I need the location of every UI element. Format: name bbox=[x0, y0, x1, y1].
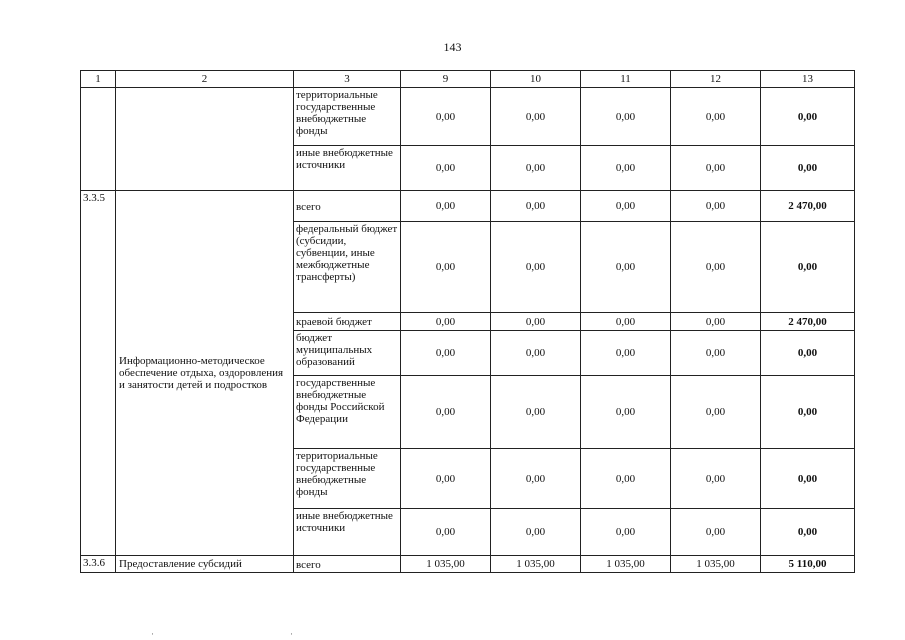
value-col-12: 0,00 bbox=[671, 509, 761, 556]
value-col-13: 0,00 bbox=[761, 146, 855, 191]
value-col-9: 0,00 bbox=[401, 376, 491, 449]
value-col-10: 0,00 bbox=[491, 146, 581, 191]
funding-source: иные внебюджетные источники bbox=[294, 146, 401, 191]
value-col-12: 0,00 bbox=[671, 313, 761, 331]
value-col-11: 0,00 bbox=[581, 222, 671, 313]
value-col-9: 0,00 bbox=[401, 509, 491, 556]
row-name bbox=[116, 88, 294, 191]
value-col-9: 0,00 bbox=[401, 191, 491, 222]
value-col-10: 0,00 bbox=[491, 376, 581, 449]
funding-source: всего bbox=[294, 191, 401, 222]
funding-source: всего bbox=[294, 556, 401, 573]
value-col-13: 0,00 bbox=[761, 331, 855, 376]
value-col-10: 0,00 bbox=[491, 222, 581, 313]
value-col-12: 0,00 bbox=[671, 88, 761, 146]
value-col-9: 0,00 bbox=[401, 449, 491, 509]
funding-source: краевой бюджет bbox=[294, 313, 401, 331]
value-col-13: 0,00 bbox=[761, 376, 855, 449]
value-col-10: 0,00 bbox=[491, 191, 581, 222]
value-col-9: 0,00 bbox=[401, 331, 491, 376]
row-name: Информационно-методическое обеспечение отдыха, оздоровления и занятости детей и подростков bbox=[116, 191, 294, 556]
value-col-12: 0,00 bbox=[671, 331, 761, 376]
value-col-10: 0,00 bbox=[491, 509, 581, 556]
funding-source: государственные внебюджетные фонды Российской Федерации bbox=[294, 376, 401, 449]
value-col-9: 0,00 bbox=[401, 222, 491, 313]
col-header: 11 bbox=[581, 71, 671, 88]
funding-source: территориальные государственные внебюджетные фонды bbox=[294, 88, 401, 146]
value-col-11: 0,00 bbox=[581, 88, 671, 146]
col-header: 10 bbox=[491, 71, 581, 88]
value-col-13: 2 470,00 bbox=[761, 313, 855, 331]
value-col-12: 0,00 bbox=[671, 146, 761, 191]
value-col-13: 0,00 bbox=[761, 449, 855, 509]
row-code: 3.3.5 bbox=[81, 191, 116, 556]
value-col-10: 0,00 bbox=[491, 88, 581, 146]
funding-source: бюджет муниципальных образований bbox=[294, 331, 401, 376]
value-col-11: 0,00 bbox=[581, 146, 671, 191]
scan-speck: · bbox=[290, 629, 293, 639]
col-header: 2 bbox=[116, 71, 294, 88]
funding-source: федеральный бюджет (субсидии, субвенции, иные межбюджетные трансферты) bbox=[294, 222, 401, 313]
value-col-10: 1 035,00 bbox=[491, 556, 581, 573]
value-col-10: 0,00 bbox=[491, 313, 581, 331]
row-name: Предоставление субсидий bbox=[116, 556, 294, 573]
table-row bbox=[81, 556, 855, 573]
value-col-11: 0,00 bbox=[581, 191, 671, 222]
value-col-11: 0,00 bbox=[581, 449, 671, 509]
value-col-9: 1 035,00 bbox=[401, 556, 491, 573]
value-col-10: 0,00 bbox=[491, 449, 581, 509]
value-col-12: 0,00 bbox=[671, 449, 761, 509]
col-header: 3 bbox=[294, 71, 401, 88]
value-col-9: 0,00 bbox=[401, 146, 491, 191]
table-row bbox=[81, 88, 855, 146]
value-col-11: 0,00 bbox=[581, 509, 671, 556]
scan-speck: · bbox=[151, 629, 154, 639]
col-header: 12 bbox=[671, 71, 761, 88]
budget-table bbox=[80, 70, 855, 573]
value-col-11: 0,00 bbox=[581, 313, 671, 331]
value-col-11: 0,00 bbox=[581, 376, 671, 449]
table-row bbox=[81, 191, 855, 222]
col-header: 13 bbox=[761, 71, 855, 88]
row-code: 3.3.6 bbox=[81, 556, 116, 573]
value-col-13: 0,00 bbox=[761, 222, 855, 313]
col-header: 9 bbox=[401, 71, 491, 88]
value-col-12: 1 035,00 bbox=[671, 556, 761, 573]
value-col-13: 2 470,00 bbox=[761, 191, 855, 222]
value-col-13: 0,00 bbox=[761, 88, 855, 146]
row-code bbox=[81, 88, 116, 191]
col-header: 1 bbox=[81, 71, 116, 88]
value-col-11: 0,00 bbox=[581, 331, 671, 376]
funding-source: иные внебюджетные источники bbox=[294, 509, 401, 556]
value-col-9: 0,00 bbox=[401, 313, 491, 331]
value-col-12: 0,00 bbox=[671, 222, 761, 313]
value-col-12: 0,00 bbox=[671, 376, 761, 449]
value-col-9: 0,00 bbox=[401, 88, 491, 146]
value-col-11: 1 035,00 bbox=[581, 556, 671, 573]
funding-source: территориальные государственные внебюджетные фонды bbox=[294, 449, 401, 509]
value-col-12: 0,00 bbox=[671, 191, 761, 222]
header-row bbox=[81, 71, 855, 88]
value-col-10: 0,00 bbox=[491, 331, 581, 376]
value-col-13: 0,00 bbox=[761, 509, 855, 556]
page-number: 143 bbox=[443, 40, 462, 54]
value-col-13: 5 110,00 bbox=[761, 556, 855, 573]
